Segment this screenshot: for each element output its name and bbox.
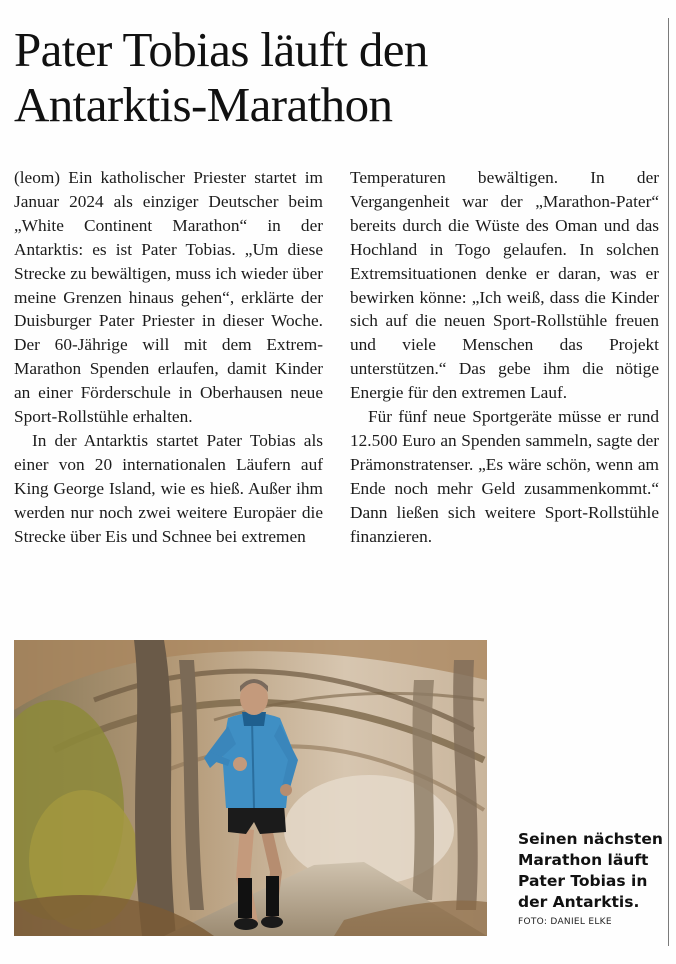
body-paragraph: Für fünf neue Sportgeräte müsse er rund 12.500 Euro an Spenden sammeln, sagte der Prämonstratenser. „Es wäre schön, wenn am Ende noch mehr Geld zusammenkommt.“ Dann ließen sich weitere Sport-Rollstühle finanzieren.: [350, 407, 659, 546]
caption-line: der Antarktis.: [518, 893, 640, 911]
runner-photo-illustration: [14, 640, 487, 936]
body-paragraph: In der Antarktis startet Pater Tobias als einer von 20 internationalen Läufern auf King George Island, wie es hieß. Außer ihm werden nur noch zwei weitere Europäer die Strecke über Eis und Schnee bei extremen: [14, 430, 323, 546]
photo-credit: FOTO: DANIEL ELKE: [518, 917, 612, 927]
article-photo: [14, 640, 487, 936]
body-paragraph: (leom) Ein katholischer Priester startet im Januar 2024 als einziger Deutscher beim „White Continent Marathon“ in der Antarktis: es ist Pater Tobias. „Um diese Strecke zu bewältigen, muss ich wieder über meine Grenzen hinaus gehen“, erklärte der Duisburger Pater Priester in dieser Woche. Der 60-Jährige will mit dem Extrem-Marathon Spenden erlaufen, damit Kinder an einer Förderschule in Oberhausen neue Sport-Rollstühle erhalten.: [14, 168, 323, 427]
caption-line: Marathon läuft: [518, 851, 649, 869]
headline-line-2: Antarktis-Marathon: [14, 77, 393, 132]
article-column-right: [350, 166, 659, 549]
article-headline: [14, 22, 654, 132]
article-column-left: [14, 166, 323, 549]
column-rule: [668, 18, 669, 946]
headline-line-1: Pater Tobias läuft den: [14, 22, 428, 77]
body-paragraph: Temperaturen bewältigen. In der Vergangenheit war der „Marathon-Pater“ bereits durch die Wüste des Oman und das Hochland in Togo gelaufen. In solchen Extremsituationen denke er daran, was er bewirken könne: „Ich weiß, dass die Kinder sich auf die neuen Sport-Rollstühle freuen und viele Menschen das Projekt unterstützen.“ Das gebe ihm die nötige Energie für den extremen Lauf.: [350, 168, 659, 403]
caption-line: Seinen nächsten: [518, 830, 663, 848]
caption-line: Pater Tobias in: [518, 872, 648, 890]
photo-caption: [518, 829, 668, 913]
